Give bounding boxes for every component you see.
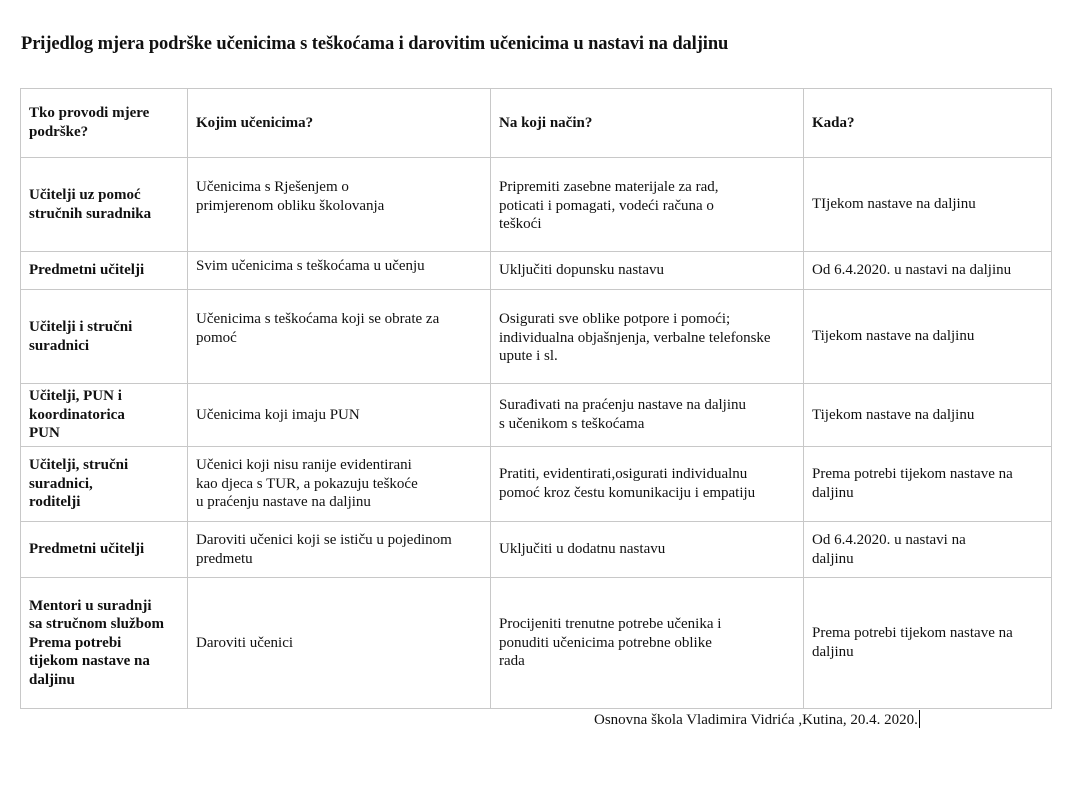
- document-title: Prijedlog mjera podrške učenicima s teškoćama i darovitim učenicima u nastavi na daljinu: [21, 34, 729, 54]
- table-row: [21, 522, 1052, 578]
- cell-when: Od 6.4.2020. u nastavi na daljinu: [804, 522, 1052, 578]
- header-which-students: Kojim učenicima?: [188, 89, 491, 158]
- cell-when: Od 6.4.2020. u nastavi na daljinu: [804, 252, 1052, 290]
- cell-students: Učenicima koji imaju PUN: [188, 384, 491, 447]
- table-header-row: [21, 89, 1052, 158]
- support-measures-table: [20, 88, 1052, 709]
- cell-how: Procijeniti trenutne potrebe učenika i ponuditi učenicima potrebne oblike rada: [491, 578, 804, 709]
- cell-students: Učenicima s teškoćama koji se obrate za pomoć: [188, 290, 491, 384]
- cell-students: Daroviti učenici: [188, 578, 491, 709]
- cell-how: Uključiti u dodatnu nastavu: [491, 522, 804, 578]
- cell-who: Mentori u suradnji sa stručnom službom Prema potrebi tijekom nastave na daljinu: [21, 578, 188, 709]
- table-row: [21, 252, 1052, 290]
- table-row: [21, 447, 1052, 522]
- header-who: Tko provodi mjere podrške?: [21, 89, 188, 158]
- cell-when: Prema potrebi tijekom nastave na daljinu: [804, 447, 1052, 522]
- cell-how: Surađivati na praćenju nastave na daljinu s učenikom s teškoćama: [491, 384, 804, 447]
- cell-when: Tijekom nastave na daljinu: [804, 290, 1052, 384]
- header-when: Kada?: [804, 89, 1052, 158]
- cell-when: Prema potrebi tijekom nastave na daljinu: [804, 578, 1052, 709]
- footer-note: [594, 710, 920, 729]
- cell-how: Uključiti dopunsku nastavu: [491, 252, 804, 290]
- cell-who: Učitelji i stručni suradnici: [21, 290, 188, 384]
- cell-how: Pripremiti zasebne materijale za rad, poticati i pomagati, vodeći računa o teškoći: [491, 158, 804, 252]
- cell-how: Osigurati sve oblike potpore i pomoći; individualna objašnjenja, verbalne telefonske upute i sl.: [491, 290, 804, 384]
- cell-students: Učenici koji nisu ranije evidentirani kao djeca s TUR, a pokazuju teškoće u praćenju nastave na daljinu: [188, 447, 491, 522]
- header-how: Na koji način?: [491, 89, 804, 158]
- cell-students: Svim učenicima s teškoćama u učenju: [188, 252, 491, 290]
- cell-when: Tijekom nastave na daljinu: [804, 384, 1052, 447]
- table-row: [21, 578, 1052, 709]
- school-place-date: Osnovna škola Vladimira Vidrića ,Kutina, 20.4. 2020.: [594, 712, 918, 728]
- table-row: [21, 384, 1052, 447]
- cell-who: Učitelji, stručni suradnici, roditelji: [21, 447, 188, 522]
- cell-when: TIjekom nastave na daljinu: [804, 158, 1052, 252]
- cell-students: Daroviti učenici koji se ističu u pojedinom predmetu: [188, 522, 491, 578]
- cell-who: Učitelji uz pomoć stručnih suradnika: [21, 158, 188, 252]
- cell-how: Pratiti, evidentirati,osigurati individualnu pomoć kroz čestu komunikaciju i empatiju: [491, 447, 804, 522]
- cell-who: Učitelji, PUN i koordinatorica PUN: [21, 384, 188, 447]
- cell-who: Predmetni učitelji: [21, 522, 188, 578]
- table-row: [21, 158, 1052, 252]
- cell-who: Predmetni učitelji: [21, 252, 188, 290]
- cell-students: Učenicima s Rješenjem o primjerenom obliku školovanja: [188, 158, 491, 252]
- text-cursor: [919, 710, 920, 728]
- table-row: [21, 290, 1052, 384]
